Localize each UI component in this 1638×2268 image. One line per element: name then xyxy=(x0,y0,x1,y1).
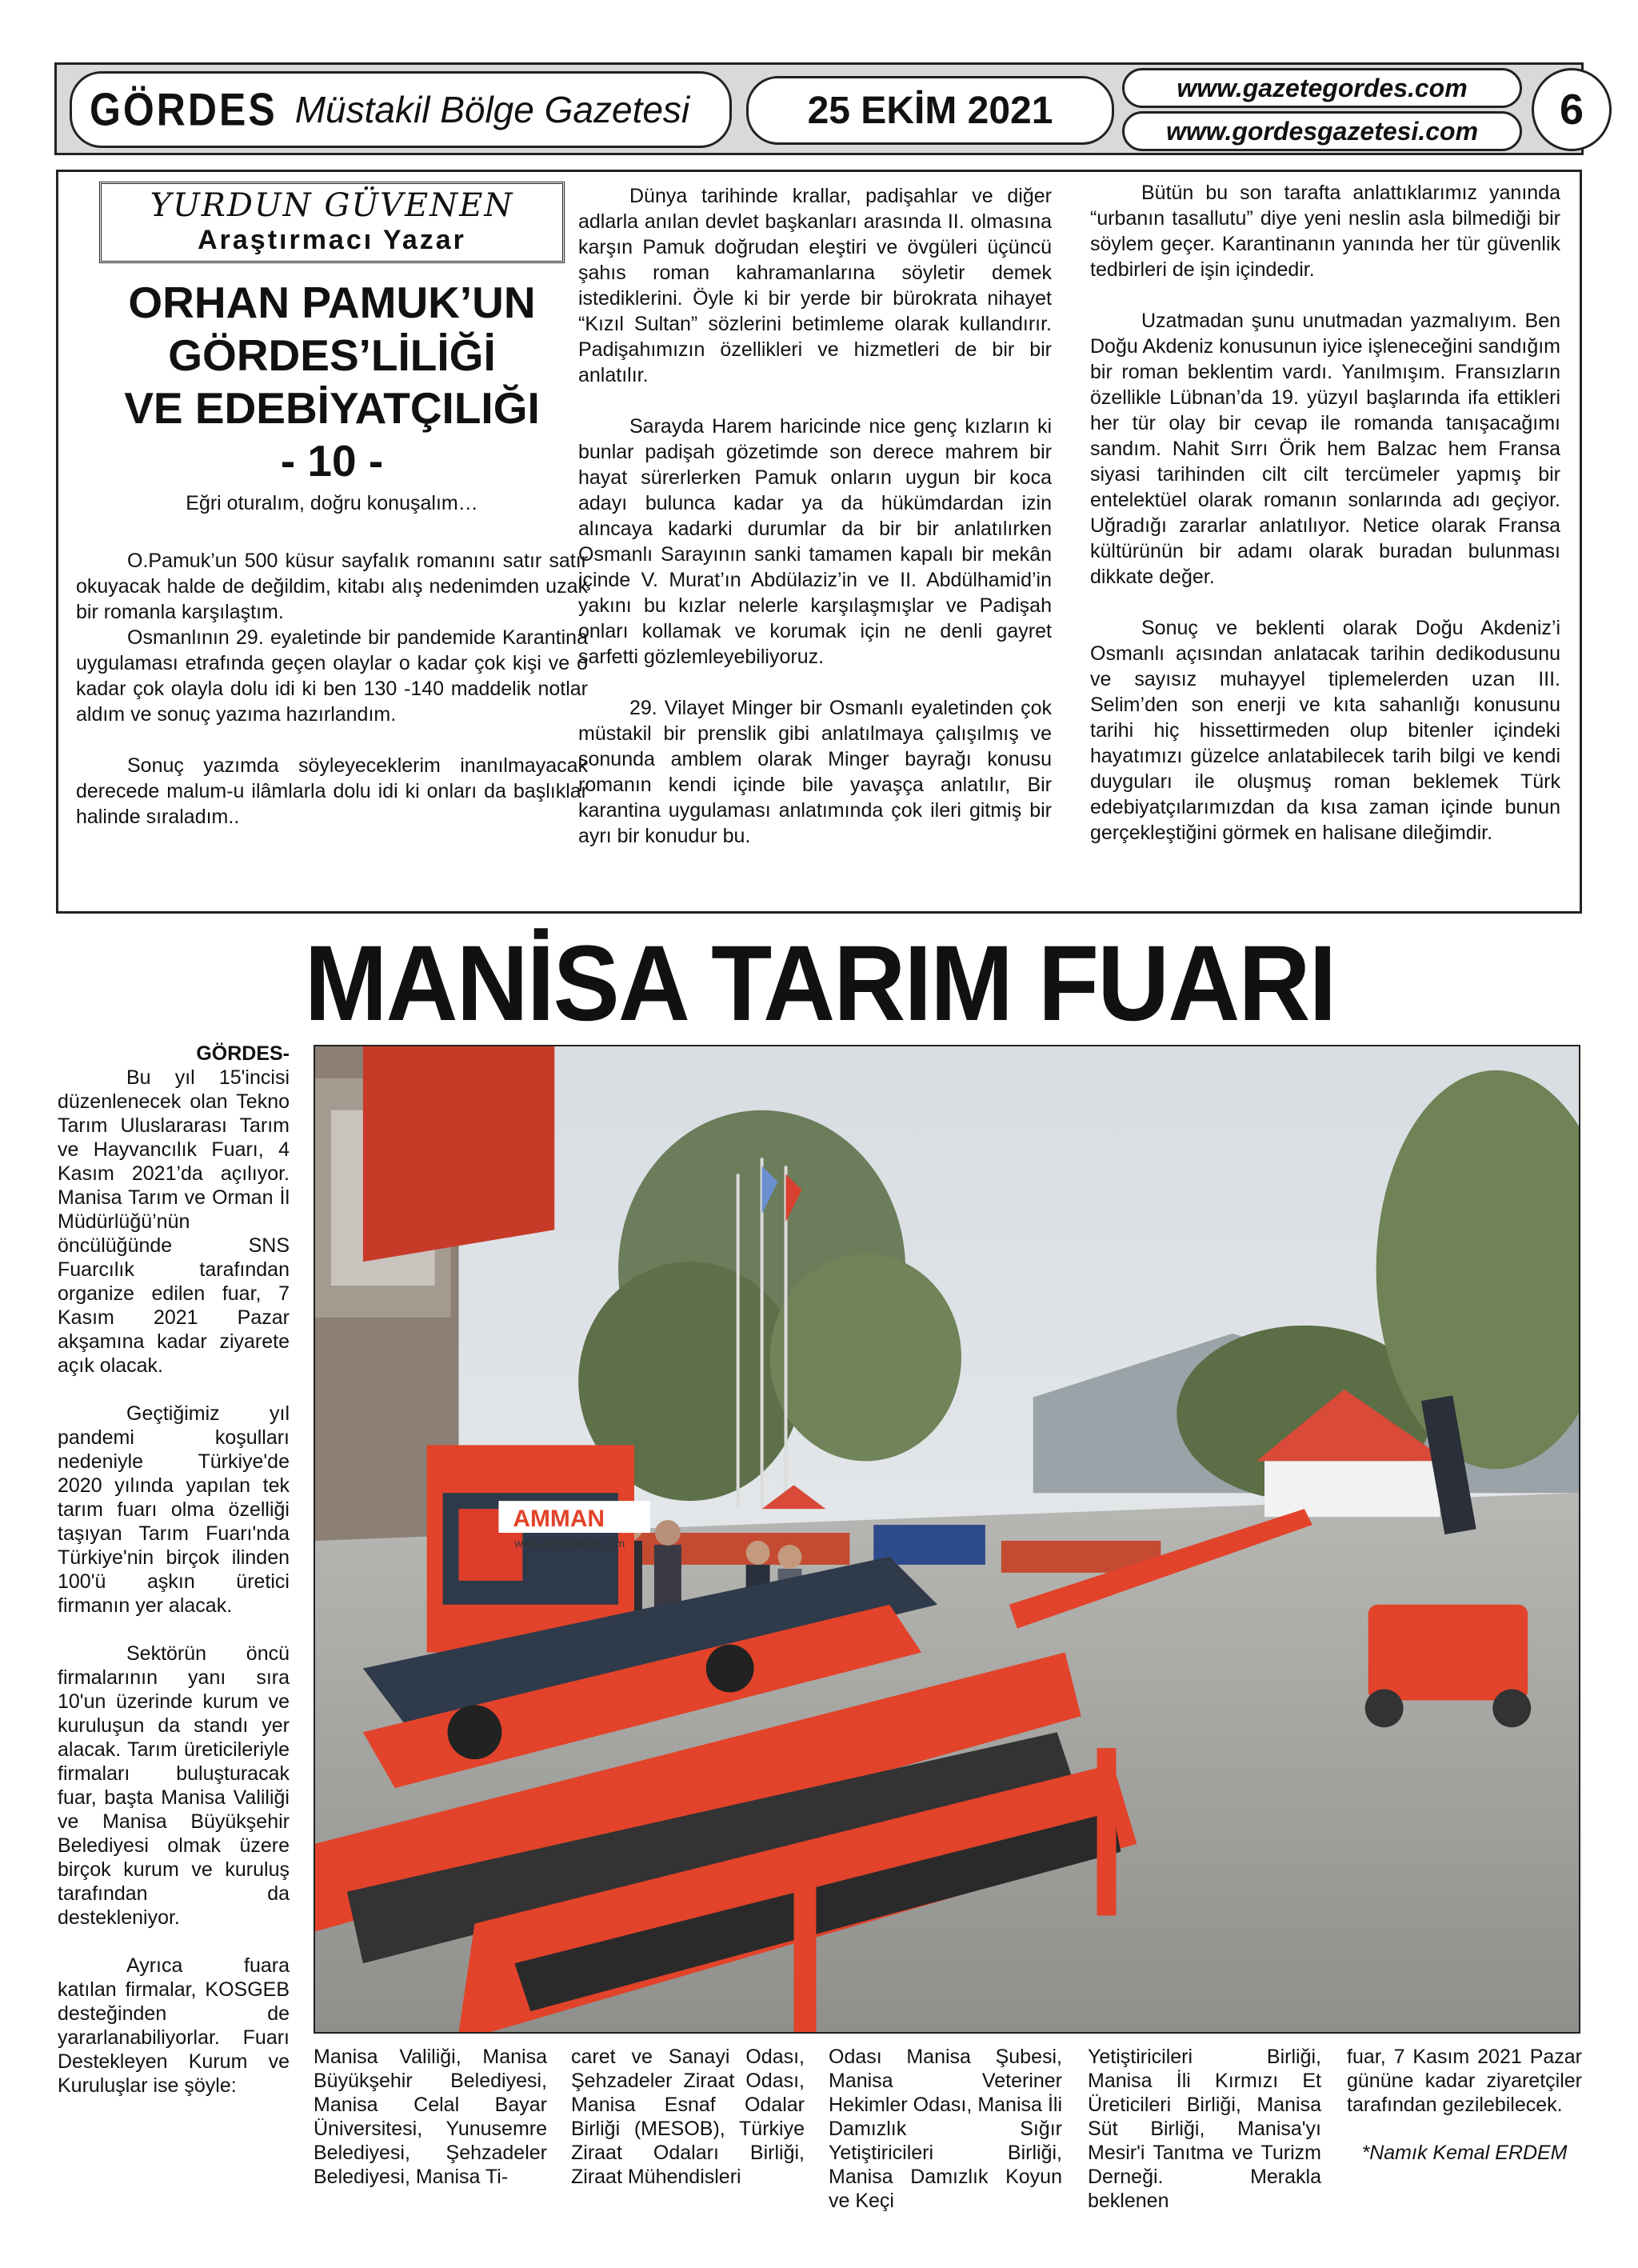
article-column-1 xyxy=(76,182,588,855)
machine-brand-url: www.ammanfarm.com xyxy=(514,1536,625,1550)
article-paragraph: 29. Vilayet Minger bir Osmanlı eyaletinden çok müstakil bir prenslik gibi anlatılmaya çalışılmış ve sonunda amblem olarak Minger bayrağı konusu romanın kendi içinde bile yavaşça anlatılır, Bir karantina uygulaması anlatımında çok ileri gitmiş bir ayrı bir konudur bu. xyxy=(578,697,1052,847)
news-bottom-column-2: caret ve Sanayi Odası, Şehzadeler Ziraat Odası, Manisa Esnaf Odalar Birliği (MESOB), Türkiye Ziraat Odaları Birliği, Ziraat Mühendisleri xyxy=(571,2046,805,2188)
newspaper-name-box xyxy=(70,71,732,148)
news-bottom-column-1: Manisa Valiliği, Manisa Büyükşehir Belediyesi, Manisa Celal Bayar Üniversitesi, Yunusemre Belediyesi, Şehzadeler Belediyesi, Manisa Ti- xyxy=(314,2046,547,2188)
column-article xyxy=(56,170,1582,914)
article-tagline: Eğri oturalım, doğru konuşalım… xyxy=(186,492,478,514)
newspaper-subtitle: Müstakil Bölge Gazetesi xyxy=(294,89,690,130)
issue-date-box xyxy=(746,76,1114,145)
page-number: 6 xyxy=(1532,68,1612,151)
article-paragraph: O.Pamuk’un 500 küsur sayfalık romanını satır satır okuyacak halde de değildim, kitabı alış nedenimden uzak bir romanla karşılaştım. xyxy=(76,550,588,623)
reporter-signature: *Namık Kemal ERDEM xyxy=(1361,2142,1568,2164)
machine-brand-sign: AMMAN xyxy=(513,1506,605,1533)
author-box xyxy=(99,182,565,263)
news-bottom-column-3: Odası Manisa Şubesi, Manisa Veteriner Hekimler Odası, Manisa İli Damızlık Sığır Yetiştiricileri Birliği, Manisa Damızlık Koyun ve Keçi xyxy=(829,2046,1062,2212)
article-column-2 xyxy=(578,183,1052,874)
website-url-2-box xyxy=(1122,111,1522,151)
website-url-2[interactable]: www.gordesgazetesi.com xyxy=(1165,116,1479,146)
news-final-paragraph: fuar, 7 Kasım 2021 Pazar gününe kadar ziyaretçiler tarafından gezilebilecek. xyxy=(1347,2046,1582,2116)
website-url-1-box xyxy=(1122,68,1522,108)
masthead xyxy=(54,62,1584,155)
newspaper-brand: GÖRDES xyxy=(90,83,278,136)
article-paragraph: Uzatmadan şunu unutmadan yazmalıyım. Ben Doğu Akdeniz konusunun iyice işleneceğini sandığım bir roman beklentim vardı. Yanılmışım. Fransızların özellikle Lübnan’da 19. yüzyıl başlarında ifa ettikleri her tür olay bir cevap ile romanda tanışacağımı sandım. Nahit Sırrı Örik hem Balzac hem Fransa siyasi tarihinden cilt cilt tercümeler yapmış bir entelektüel olarak romanın sonlarında adı geçiyor. Uğradığı zararlar anlatılıyor. Netice olarak Fransa kültürünün bir adamı olarak buradan bulunması dikkate değer. xyxy=(1090,310,1560,588)
headline-line: - 10 - xyxy=(280,436,384,486)
headline-line: ORHAN PAMUK’UN xyxy=(128,278,536,327)
news-headline: MANİSA TARIM FUARI xyxy=(304,924,1336,1043)
article-paragraph: Sonuç yazımda söyleyeceklerim inanılmayacak derecede malum-u ilâmlarla dolu idi ki onları da başlıklar halinde sıraladım.. xyxy=(76,754,588,828)
article-paragraph: Dünya tarihinde krallar, padişahlar ve diğer adlarla anılan devlet başkanları arasında II. olmasına karşın Pamuk doğrudan eleştiri ve övgüleri üçüncü şahıs roman kahramanlarına söyletir demek istediklerini. Öyle ki bir yerde bir bürokrata nihayet “Kızıl Sultan” sözlerini betimleme olarak kullandırır. Padişahımızın özellikleri ve hizmetleri de bir bir anlatılır. xyxy=(578,185,1052,386)
article-paragraph: Sarayda Harem haricinde nice genç kızların ki bunlar padişah gözetimde son derece mahrem bir hayat sürerlerken Pamuk onların uygun bir koca adayı bulunca kadar ya da hükümdardan izin alıncaya kadarki durumlar da bir bir anlatılırken Osmanlı Sarayının sanki tamamen kapalı bir mekân içinde V. Murat’ın Abdülaziz’in ve II. Abdülhamid’in yakını bu kızlar nelerle karşılaşmışlar ve Padişah onları kollamak ve korumak için ne denli gayret sarfetti gözlemleyebiliyoruz. xyxy=(578,415,1052,668)
article-paragraph: Osmanlının 29. eyaletinde bir pandemide Karantina uygulaması etrafında geçen olaylar o kadar çok kişi ve o kadar çok olayla dolu idi ki ben 130 -140 maddelik notlar aldım ve sonuç yazıma hazırlandım. xyxy=(76,626,588,726)
article-headline xyxy=(76,276,588,487)
news-paragraph: Sektörün öncü firmalarının yanı sıra 10'un üzerinde kurum ve kuruluşun da standı yer alacak. Tarım üreticileriyle firmaları buluşturacak fuar, başta Manisa Valiliği ve Manisa Büyükşehir Belediyesi olmak üzere birçok kurum ve kuruluş tarafından da destekleniyor. xyxy=(58,1642,290,1929)
news-paragraph: Geçtiğimiz yıl pandemi koşulları nedeniyle Türkiye'de 2020 yılında yapılan tek tarım fuarı olma özelliği taşıyan Tarım Fuarı'nda Türkiye'nin birçok ilinden 100'ü aşkın üretici firmanın yer alacak. xyxy=(58,1402,290,1617)
news-bottom-column-5 xyxy=(1347,2045,1582,2165)
article-column-3 xyxy=(1090,180,1560,871)
news-byline: GÖRDES- xyxy=(196,1042,290,1065)
fair-photo-illustration xyxy=(315,1046,1579,2032)
news-bottom-column-4: Yetiştiricileri Birliği, Manisa İli Kırmızı Et Üreticileri Birliği, Manisa Süt Birliği, Manisa'yı Mesir'i Tanıtma ve Turizm Derneği. Merakla beklenen xyxy=(1088,2046,1321,2212)
news-paragraph: Bu yıl 15'incisi düzenlenecek olan Tekno Tarım Uluslararası Tarım ve Hayvancılık Fuarı, 4 Kasım 2021’da açılıyor. Manisa Tarım ve Orman İl Müdürlüğü’nün öncülüğünde SNS Fuarcılık tarafından organize edilen fuar, 7 Kasım 2021 Pazar akşamına kadar ziyarete açık olacak. xyxy=(58,1066,290,1377)
issue-date: 25 EKİM 2021 xyxy=(807,89,1053,132)
news-left-column xyxy=(58,1042,290,2122)
author-name: YURDUN GÜVENEN xyxy=(150,187,514,224)
headline-line: VE EDEBİYATÇILIĞI xyxy=(124,383,540,433)
article-paragraph: Bütün bu son tarafta anlattıklarımız yanında “urbanın tasallutu” diye yeni neslin asla bilmediği bir söylem geçer. Karantinanın yanında her tür güvenlik tedbirleri de işin içindedir. xyxy=(1090,182,1560,281)
news-paragraph: Ayrıca fuara katılan firmalar, KOSGEB desteğinden de yararlanabiliyorlar. Fuarı Destekleyen Kurum ve Kuruluşlar ise şöyle: xyxy=(58,1954,290,2097)
website-url-1[interactable]: www.gazetegordes.com xyxy=(1177,73,1468,102)
fair-photo xyxy=(314,1045,1580,2034)
headline-line: GÖRDES’LİLİĞİ xyxy=(168,330,496,380)
author-role: Araştırmacı Yazar xyxy=(198,225,466,255)
article-paragraph: Sonuç ve beklenti olarak Doğu Akdeniz’i Osmanlı açısından anlatacak tarihin dedikodusunu ve sayısız muhayyel tiplemelerden uzan III. Selim’den son enerji ve kıta sahanlığı konusunu tarihi hiç hissettirmeden olup bitenler içindeki hayatımızı güzelce anlatabilecek tarih bilgi ve kendi duyguları ile oluşmuş roman beklemek Türk edebiyatçılarımızdan da kısa zaman içinde bunun gerçekleştiğini görmek en halisane dileğimdir. xyxy=(1090,617,1560,844)
